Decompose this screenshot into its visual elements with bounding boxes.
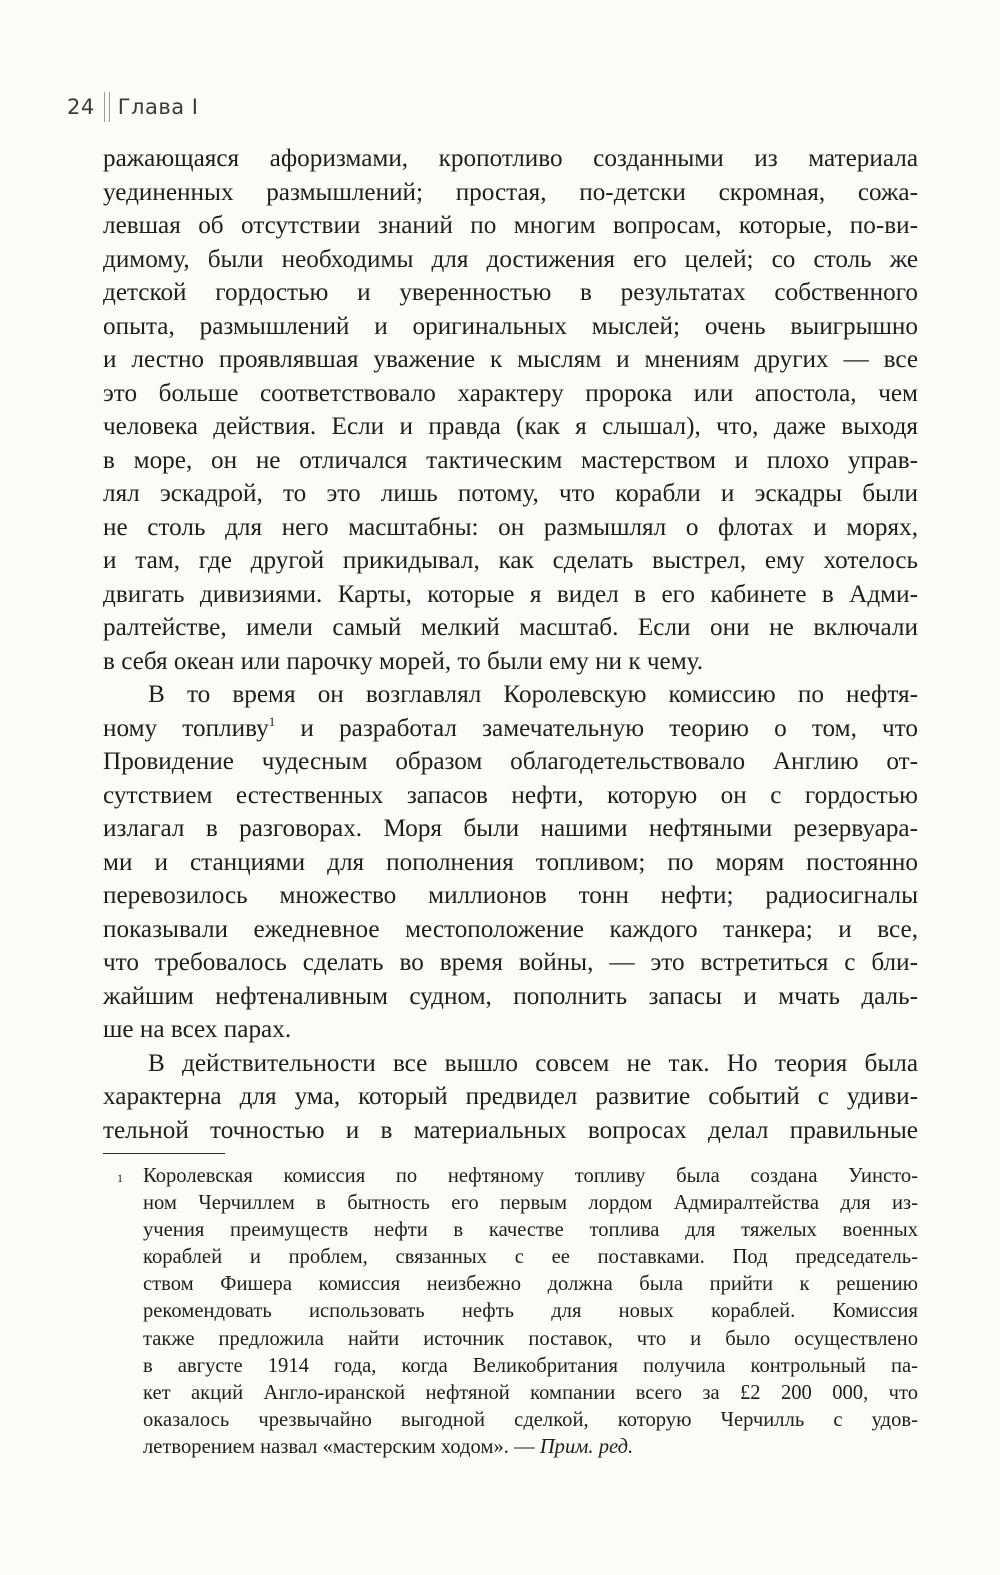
text-line-with-footnote-ref bbox=[103, 712, 918, 746]
text-line: ражающаяся афоризмами, кропотливо созданными из материала bbox=[103, 145, 918, 172]
editor-note: Прим. ред. bbox=[539, 1435, 634, 1458]
paragraph-3 bbox=[103, 1047, 918, 1148]
text-line: и там, где другой прикидывал, как сделать выстрел, ему хотелось bbox=[103, 547, 918, 574]
text-line: не столь для него масштабны: он размышлял о флотах и морях, bbox=[103, 513, 918, 541]
footnote-line: Королевская комиссия по нефтяному топливу была создана Уинсто- bbox=[143, 1165, 918, 1187]
text-fragment: и разработал замечательную теорию о том, что bbox=[275, 714, 918, 742]
text-line: двигать дивизиями. Карты, которые я видел в его кабинете в Адми- bbox=[103, 580, 918, 608]
footnote-divider bbox=[103, 1153, 225, 1154]
footnote-line: кораблей и проблем, связанных с ее поставками. Под председатель- bbox=[143, 1246, 918, 1269]
footnote-marker: 1 bbox=[117, 1171, 123, 1185]
text-line: Провидение чудесным образом облагодетельствовало Англию от- bbox=[103, 748, 918, 775]
text-line: левшая об отсутствии знаний по многим вопросам, которые, по-ви- bbox=[103, 212, 918, 239]
header-separator bbox=[104, 92, 110, 122]
text-line: ше на всех парах. bbox=[103, 1016, 292, 1043]
main-text bbox=[103, 142, 918, 1147]
footnote-line: также предложила найти источник поставок, что и было осуществлено bbox=[143, 1327, 918, 1350]
text-line: димому, были необходимы для достижения его целей; со столь же bbox=[103, 245, 918, 273]
text-line: В действительности все вышло совсем не так. Но теория была bbox=[148, 1049, 918, 1077]
text-line: характерна для ума, который предвидел развитие событий с удиви- bbox=[103, 1083, 918, 1110]
footnote-last-line bbox=[143, 1434, 918, 1461]
footnote-fragment: летворением назвал «мастерским ходом». — bbox=[143, 1435, 540, 1458]
footnote-line: рекомендовать использовать нефть для новых кораблей. Комиссия bbox=[143, 1300, 918, 1323]
text-line: тельной точностью и в материальных вопросах делал правильные bbox=[103, 1116, 918, 1144]
text-fragment: ному топливу bbox=[103, 714, 269, 742]
text-line: сутствием естественных запасов нефти, которую он с гордостью bbox=[103, 781, 918, 809]
text-line: в себя океан или парочку морей, то были ему ни к чему. bbox=[103, 647, 704, 675]
footnote-line: оказалось чрезвычайно выгодной сделкой, которую Черчилль с удов- bbox=[143, 1408, 918, 1431]
text-line: ралтействе, имели самый мелкий масштаб. Если они не включали bbox=[103, 614, 918, 641]
paragraph-2 bbox=[103, 678, 918, 1047]
page-number: 24 bbox=[67, 95, 95, 119]
text-line: ми и станциями для пополнения топливом; по морям постоянно bbox=[103, 848, 918, 876]
text-line: в море, он не отличался тактическим мастерством и плохо управ- bbox=[103, 446, 918, 474]
footnote-line: кет акций Англо-иранской нефтяной компании всего за £2 200 000, что bbox=[143, 1381, 918, 1404]
text-line: В то время он возглавлял Королевскую комиссию по нефтя- bbox=[148, 681, 918, 708]
text-line: перевозилось множество миллионов тонн нефти; радиосигналы bbox=[103, 882, 918, 909]
text-line: опыта, размышлений и оригинальных мыслей; очень выигрышно bbox=[103, 312, 918, 340]
text-line: что требовалось сделать во время войны, — это встретиться с бли- bbox=[103, 949, 918, 976]
footnote-reference[interactable]: 1 bbox=[268, 713, 276, 729]
footnote-line: в августе 1914 года, когда Великобритания получила контрольный па- bbox=[143, 1354, 918, 1377]
text-line: детской гордостью и уверенностью в результатах собственного bbox=[103, 279, 918, 306]
text-line: это больше соответствовало характеру пророка или апостола, чем bbox=[103, 379, 918, 407]
footnote bbox=[103, 1163, 918, 1461]
text-line: уединенных размышлений; простая, по-детски скромная, сожа- bbox=[103, 178, 918, 206]
chapter-title: Глава I bbox=[117, 95, 199, 119]
text-line: излагал в разговорах. Моря были нашими нефтяными резервуара- bbox=[103, 815, 918, 842]
text-line: и лестно проявлявшая уважение к мыслям и мнениям других — все bbox=[103, 346, 918, 373]
running-head bbox=[67, 90, 198, 124]
footnote-line: ном Черчиллем в бытность его первым лордом Адмиралтейства для из- bbox=[143, 1192, 918, 1215]
footnote-line: учения преимуществ нефти в качестве топлива для тяжелых военных bbox=[143, 1219, 918, 1242]
text-line: человека действия. Если и правда (как я слышал), что, даже выходя bbox=[103, 413, 918, 440]
footnote-line: ством Фишера комиссия неизбежно должна была прийти к решению bbox=[143, 1273, 918, 1296]
text-line: лял эскадрой, то это лишь потому, что корабли и эскадры были bbox=[103, 480, 918, 507]
text-line: показывали ежедневное местоположение каждого танкера; и все, bbox=[103, 915, 918, 943]
paragraph-1 bbox=[103, 142, 918, 678]
footnote-text bbox=[143, 1163, 918, 1461]
text-line: жайшим нефтеналивным судном, пополнить запасы и мчать даль- bbox=[103, 982, 918, 1010]
